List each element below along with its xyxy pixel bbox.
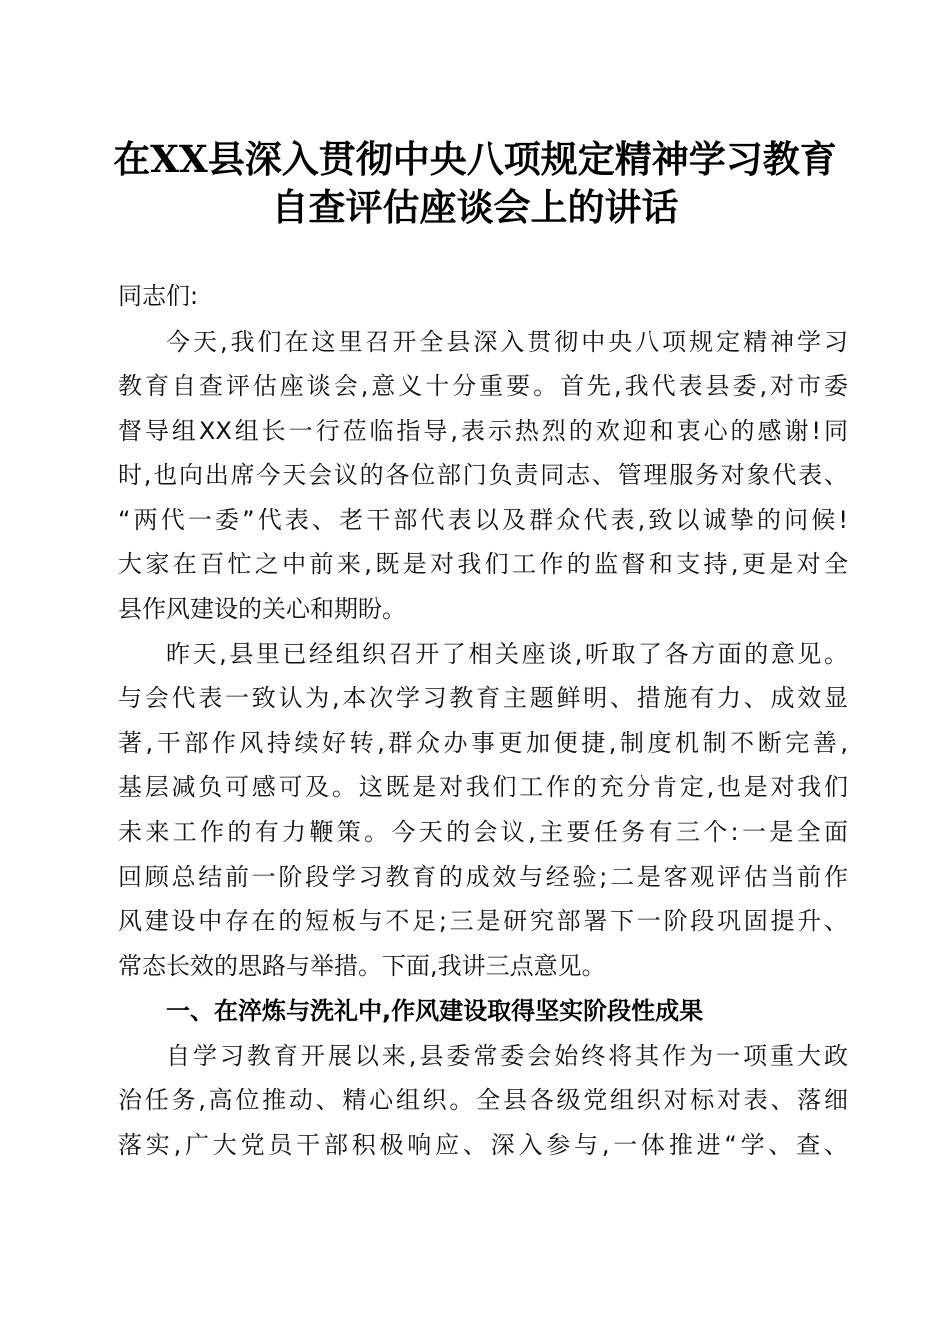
- paragraph-2-line: 常态长效的思路与举措。下面,我讲三点意见。: [118, 952, 606, 980]
- paragraph-2-line: 昨天,县里已经组织召开了相关座谈,听取了各方面的意见。: [166, 640, 848, 668]
- paragraph-1-line: 今天,我们在这里召开全县深入贯彻中央八项规定精神学习: [166, 328, 848, 356]
- paragraph-1-line: 教育自查评估座谈会,意义十分重要。首先,我代表县委,对市委: [118, 372, 848, 400]
- section-1-heading: 一、在淬炼与洗礼中,作风建设取得坚实阶段性成果: [166, 997, 704, 1025]
- salutation: 同志们:: [118, 282, 199, 310]
- document-title-line-2: 自查评估座谈会上的讲话: [271, 185, 679, 229]
- paragraph-1-line: 督导组XX组长一行莅临指导,表示热烈的欢迎和衷心的感谢!同: [118, 417, 848, 445]
- paragraph-2-line: 与会代表一致认为,本次学习教育主题鲜明、措施有力、成效显: [118, 684, 848, 712]
- paragraph-1-line: 县作风建设的关心和期盼。: [118, 595, 406, 623]
- paragraph-1-line: 时,也向出席今天会议的各位部门负责同志、管理服务对象代表、: [118, 461, 848, 489]
- paragraph-3-line: 治任务,高位推动、精心组织。全县各级党组织对标对表、落细: [118, 1086, 848, 1114]
- paragraph-3-line: 落实,广大党员干部积极响应、深入参与,一体推进“学、查、: [118, 1131, 848, 1159]
- paragraph-1-line: 大家在百忙之中前来,既是对我们工作的监督和支持,更是对全: [118, 550, 848, 578]
- paragraph-3-line: 自学习教育开展以来,县委常委会始终将其作为一项重大政: [166, 1042, 848, 1070]
- paragraph-2-line: 未来工作的有力鞭策。今天的会议,主要任务有三个:一是全面: [118, 818, 848, 846]
- paragraph-2-line: 基层减负可感可及。这既是对我们工作的充分肯定,也是对我们: [118, 773, 848, 801]
- paragraph-1-line: “两代一委”代表、老干部代表以及群众代表,致以诚挚的问候!: [118, 506, 848, 534]
- paragraph-2-line: 回顾总结前一阶段学习教育的成效与经验;二是客观评估当前作: [118, 863, 848, 891]
- paragraph-2-line: 著,干部作风持续好转,群众办事更加便捷,制度机制不断完善,: [118, 729, 848, 757]
- paragraph-2-line: 风建设中存在的短板与不足;三是研究部署下一阶段巩固提升、: [118, 907, 848, 935]
- document-title-line-1: 在XX县深入贯彻中央八项规定精神学习教育: [113, 137, 837, 181]
